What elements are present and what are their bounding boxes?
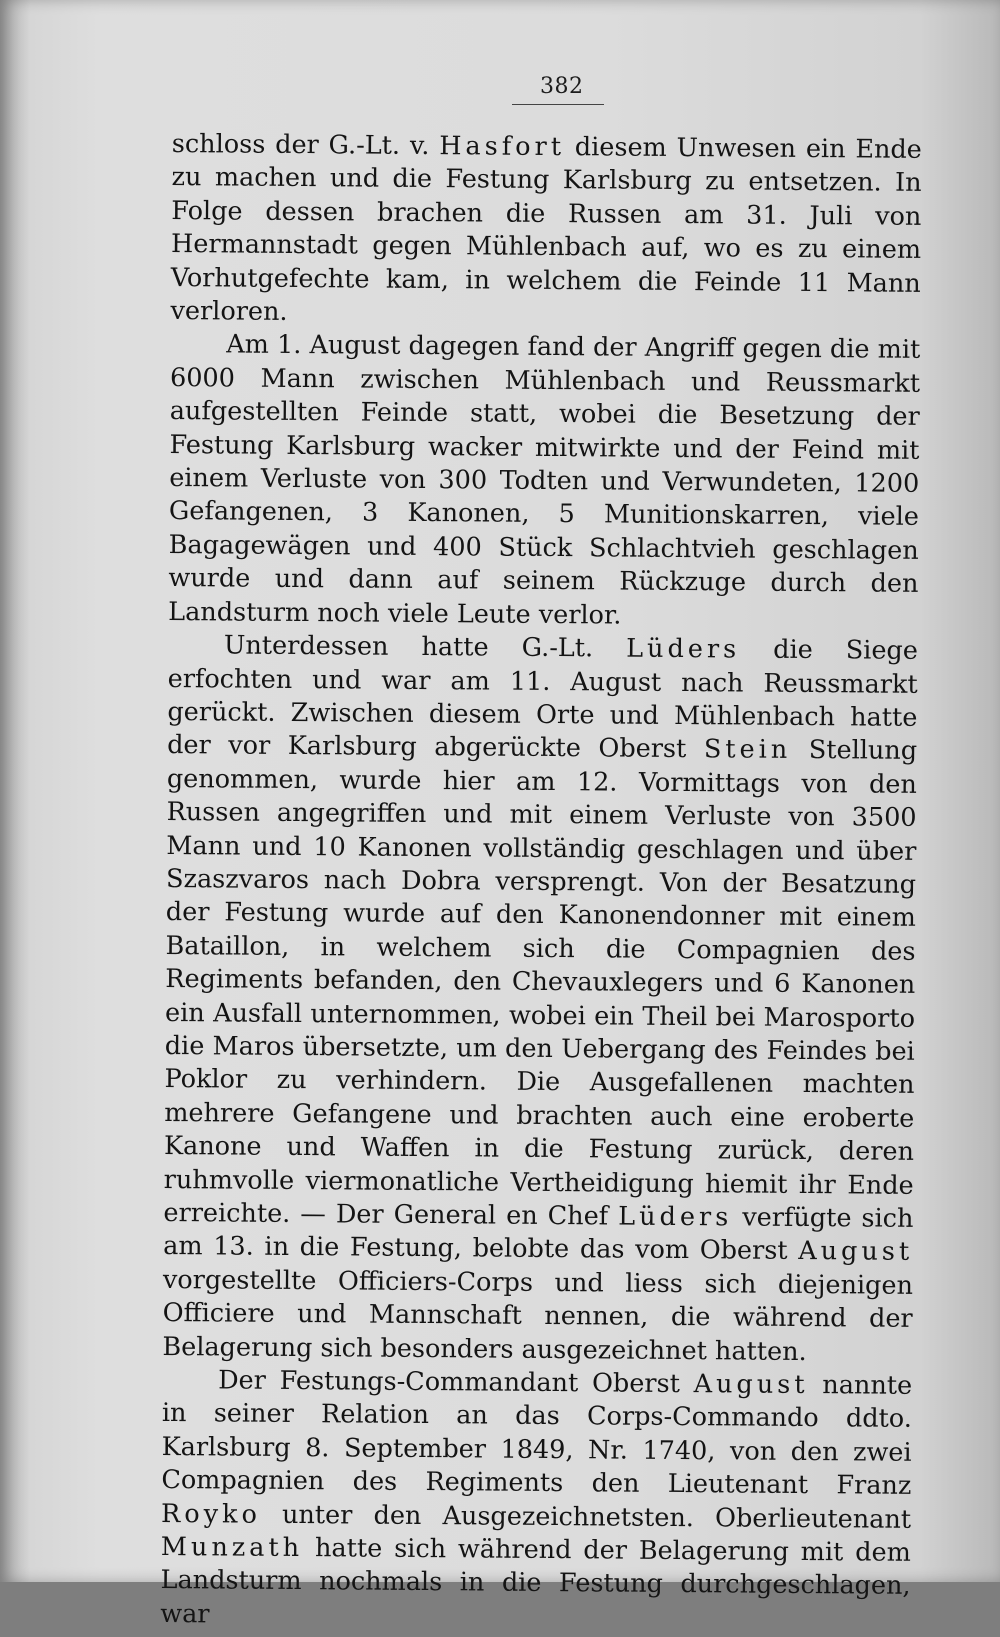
spaced-name: Hasfort <box>439 131 566 163</box>
paragraph <box>168 328 920 635</box>
text-run: hatte sich während der Belagerung mit dem Landsturm nochmals in die Festung durchgeschlagen, war <box>160 1533 911 1630</box>
page-number-rule <box>512 104 604 105</box>
text-run: Stellung genommen, wurde hier am 12. Vormittags von den Russen angegriffen und mit einem Verluste von 3500 Mann und 10 Kanonen vollständig geschlagen und über Szaszvaros nach Dobra versprengt. Von der Besatzung der Festung wurde auf den Kanonendonner mit einem Bataillon, in welchem sich die Compagnien des Regiments befanden, den Chevauxlegers und 6 Kanonen ein Ausfall unternommen, wobei ein Theil bei Marosporto die Maros übersetzte, um den Uebergang des Feindes bei Poklor zu verhindern. Die Ausgefallenen machten mehrere Gefangene und brachten auch eine eroberte Kanone und Waffen in die Festung zurück, deren ruhmvolle viermonatliche Vertheidigung hiemit ihr Ende erreichte. — Der General en Chef <box>163 735 918 1232</box>
spaced-name: Lüders <box>626 633 741 665</box>
page-number: 382 <box>540 74 584 99</box>
paragraph <box>170 128 922 334</box>
text-run: nannte in seiner Relation an das Corps-Commando ddto. Karlsburg 8. September 1849, Nr. 1740, von den zwei Compagnien des Regiments den Lieutenant Franz <box>161 1370 913 1502</box>
text-run: vorgestellte Officiers-Corps und liess sich diejenigen Officiere und Mannschaft nennen, die während der Belagerung sich besonders ausgezeichnet hatten. <box>162 1264 914 1367</box>
text-run: Der Festungs-Commandant Oberst <box>218 1365 694 1400</box>
spaced-name: Munzath <box>160 1532 304 1564</box>
paragraph <box>160 1364 912 1637</box>
text-run: unter den Ausgezeichnetsten. Oberlieutenant <box>260 1499 912 1535</box>
text-run: schloss der G.-Lt. v. <box>171 128 440 162</box>
spaced-name: Lüders <box>618 1201 733 1233</box>
spaced-name: August <box>693 1369 809 1401</box>
paragraph <box>162 629 918 1370</box>
text-run: diesem Unwesen ein Ende zu machen und die Festung Karlsburg zu entsetzen. In Folge dessen brachen die Russen am 31. Juli von Hermannstadt gegen Mühlenbach auf, wo es zu einem Vorhutgefechte kam, in welchem die Feinde 11 Mann verloren. <box>170 132 922 327</box>
text-run: Unterdessen hatte G.-Lt. <box>223 630 627 664</box>
text-run: die Siege erfochten und war am 11. August nach Reussmarkt gerückt. Zwischen diesem Orte und Mühlenbach hatte der vor Karlsburg abgerückte Oberst <box>167 634 919 765</box>
body-text <box>160 128 922 1637</box>
spaced-name: August <box>798 1236 914 1268</box>
text-run: Am 1. August dagegen fand der Angriff gegen die mit 6000 Mann zwischen Mühlenbach und Reussmarkt aufgestellten Feinde statt, wobei die Besetzung der Festung Karlsburg wacker mitwirkte und der Feind mit einem Verluste von 300 Todten und Verwundeten, 1200 Gefangenen, 3 Kanonen, 5 Munitionskarren, viele Bagagewägen und 400 Stück Schlachtvieh geschlagen wurde und dann auf seinem Rückzuge durch den Landsturm noch viele Leute verlor. <box>168 329 921 631</box>
text-run: verfügte sich am 13. in die Festung, belobte das vom Oberst <box>163 1202 914 1267</box>
spaced-name: Stein <box>703 734 792 766</box>
spaced-name: Royko <box>160 1498 261 1530</box>
